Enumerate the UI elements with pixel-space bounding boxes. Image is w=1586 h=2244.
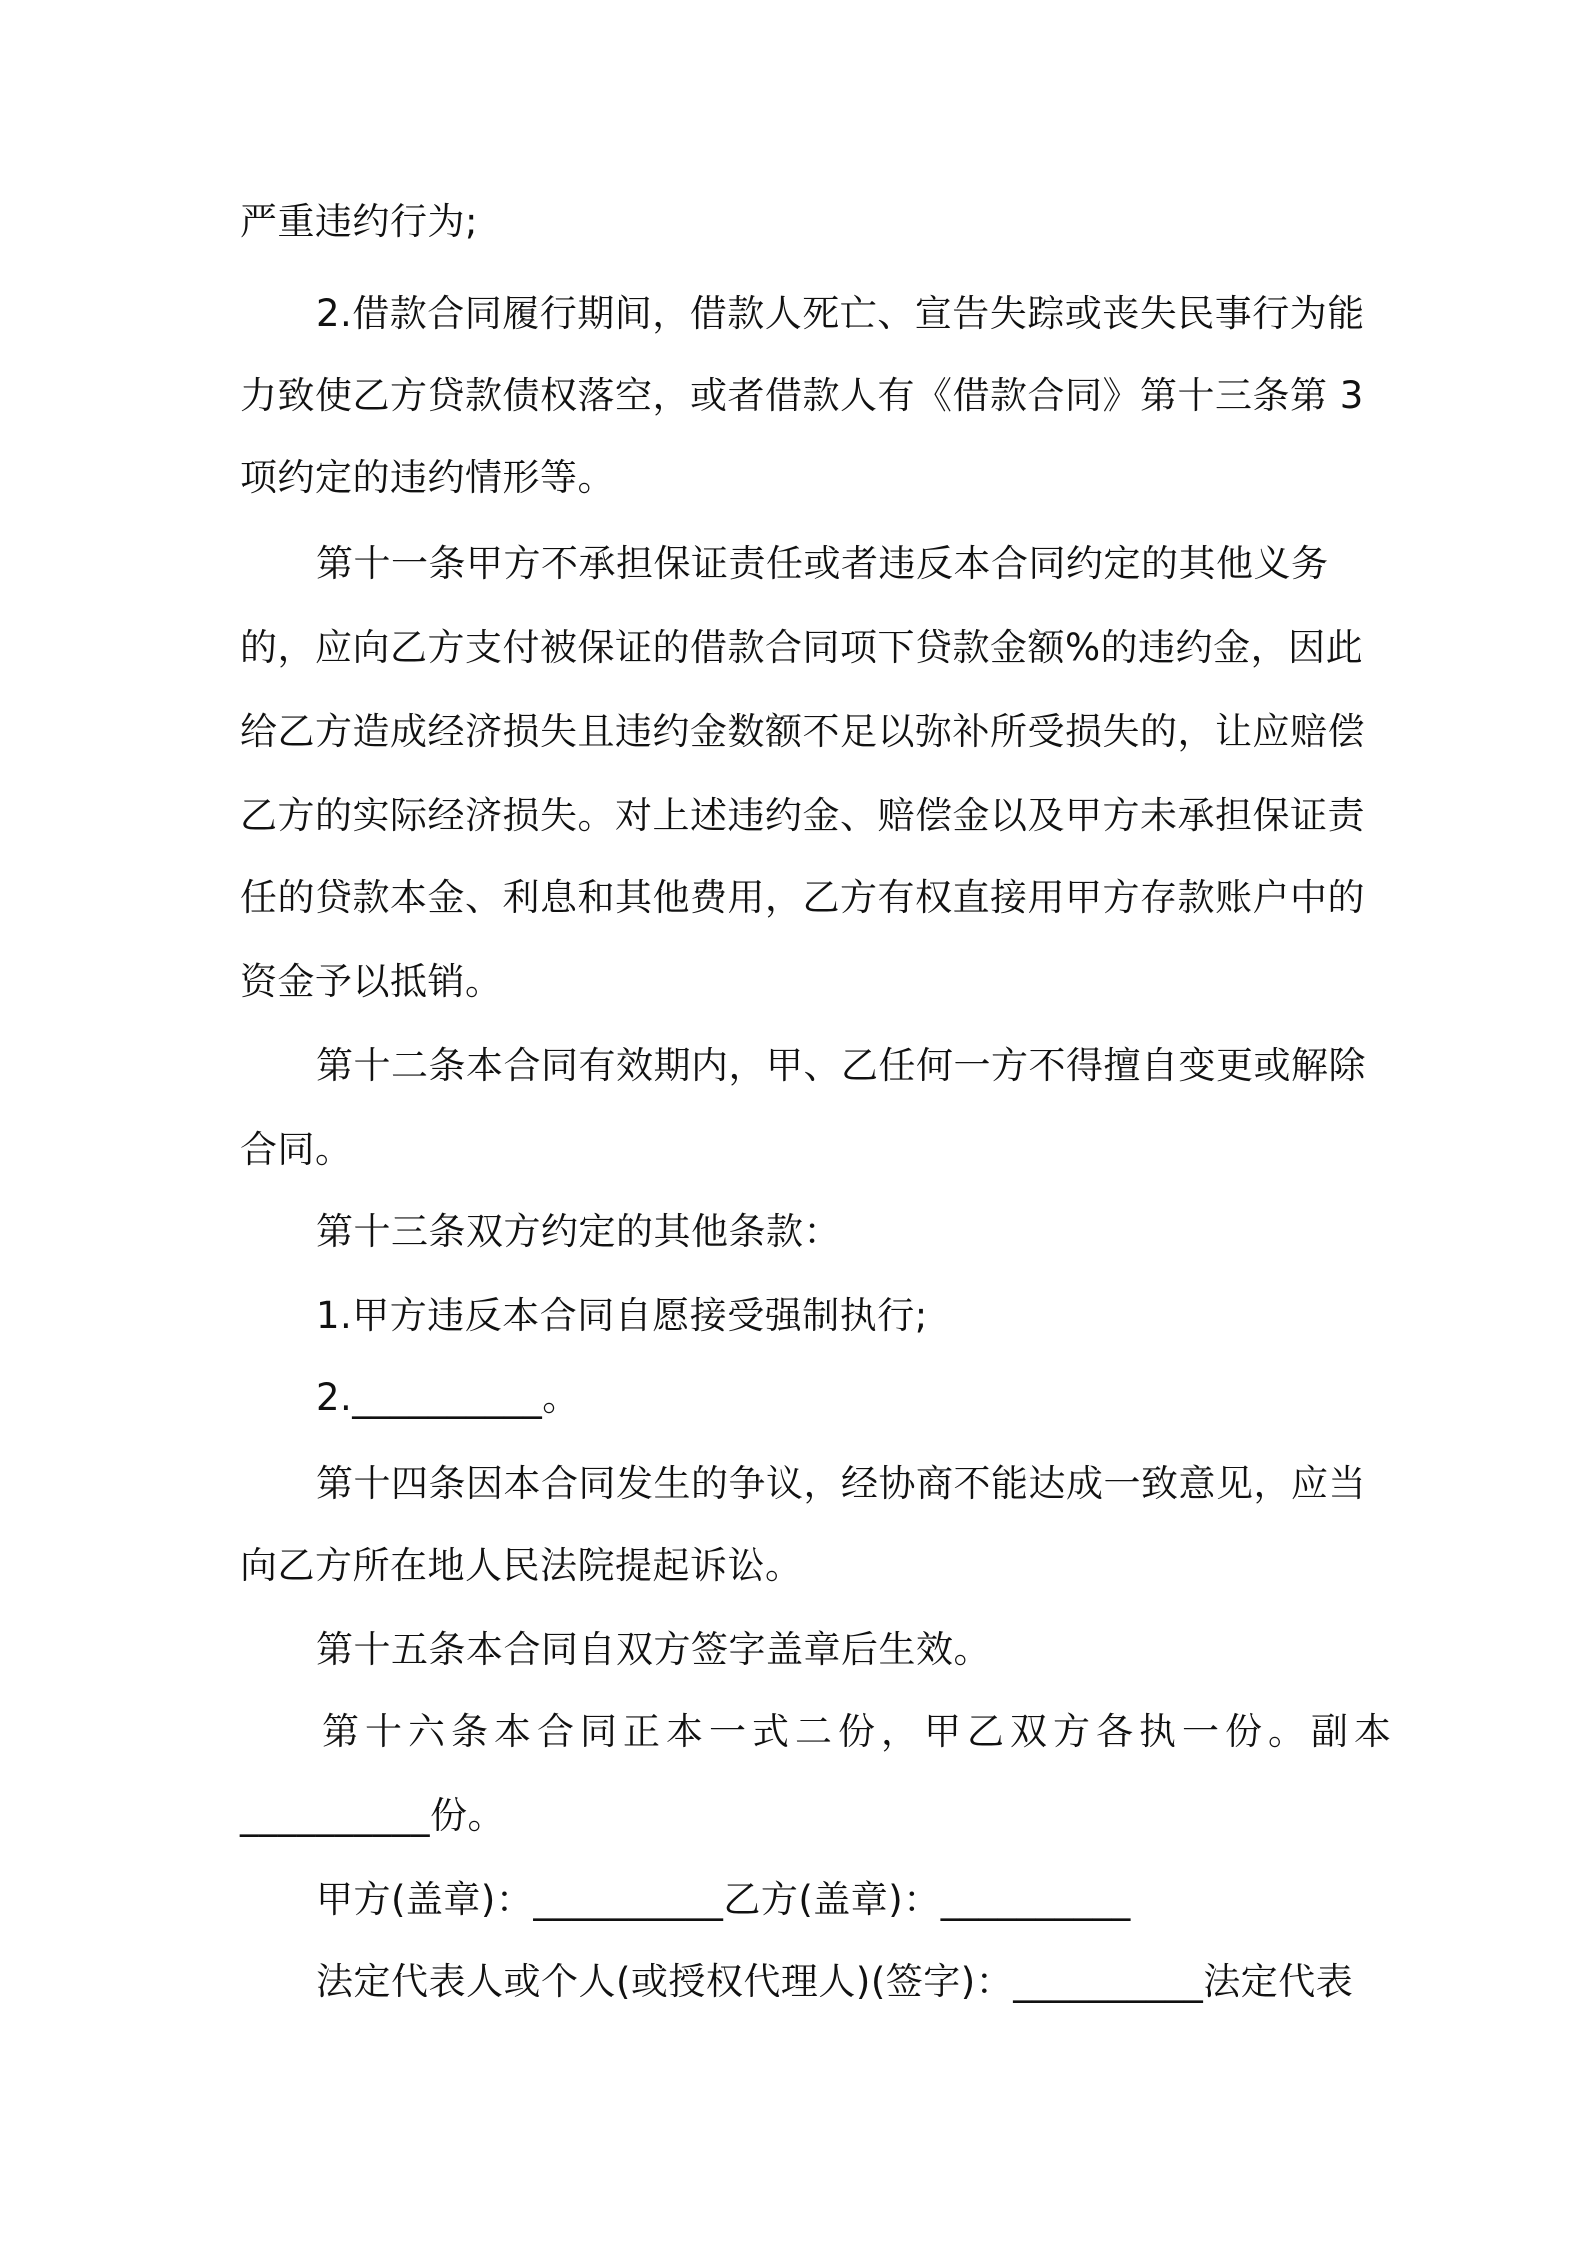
text-line: 第十六条本合同正本一式二份，甲乙双方各执一份。副本 — [322, 1710, 1397, 1753]
text-line: 的，应向乙方支付被保证的借款合同项下贷款金额%的违约金，因此 — [240, 626, 1364, 669]
text-line: 1.甲方违反本合同自愿接受强制执行; — [316, 1294, 928, 1337]
text-line: __________份。 — [240, 1794, 505, 1837]
text-line: 项约定的违约情形等。 — [240, 456, 615, 499]
text-line: 合同。 — [240, 1128, 353, 1171]
text-line: 乙方的实际经济损失。对上述违约金、赔偿金以及甲方未承担保证责 — [240, 794, 1365, 837]
text-line: 第十三条双方约定的其他条款： — [316, 1210, 841, 1253]
text-line: 2.__________。 — [316, 1376, 580, 1419]
text-line: 任的贷款本金、利息和其他费用，乙方有权直接用甲方存款账户中的 — [240, 876, 1365, 919]
text-line: 资金予以抵销。 — [240, 960, 503, 1003]
text-line: 第十二条本合同有效期内，甲、乙任何一方不得擅自变更或解除 — [316, 1044, 1366, 1087]
text-line: 向乙方所在地人民法院提起诉讼。 — [240, 1544, 803, 1587]
text-line: 严重违约行为; — [240, 200, 478, 243]
text-line: 力致使乙方贷款债权落空，或者借款人有《借款合同》第十三条第 3 — [240, 374, 1364, 417]
text-line: 第十四条因本合同发生的争议，经协商不能达成一致意见，应当 — [316, 1462, 1366, 1505]
signature-line: 法定代表人或个人(或授权代理人)(签字)：__________法定代表 — [316, 1960, 1354, 2003]
text-line: 第十一条甲方不承担保证责任或者违反本合同约定的其他义务 — [316, 542, 1329, 585]
text-line: 2.借款合同履行期间，借款人死亡、宣告失踪或丧失民事行为能 — [316, 292, 1365, 335]
text-line: 给乙方造成经济损失且违约金数额不足以弥补所受损失的，让应赔偿 — [240, 710, 1365, 753]
signature-line: 甲方(盖章)：__________乙方(盖章)：__________ — [316, 1878, 1131, 1921]
text-line: 第十五条本合同自双方签字盖章后生效。 — [316, 1628, 991, 1671]
